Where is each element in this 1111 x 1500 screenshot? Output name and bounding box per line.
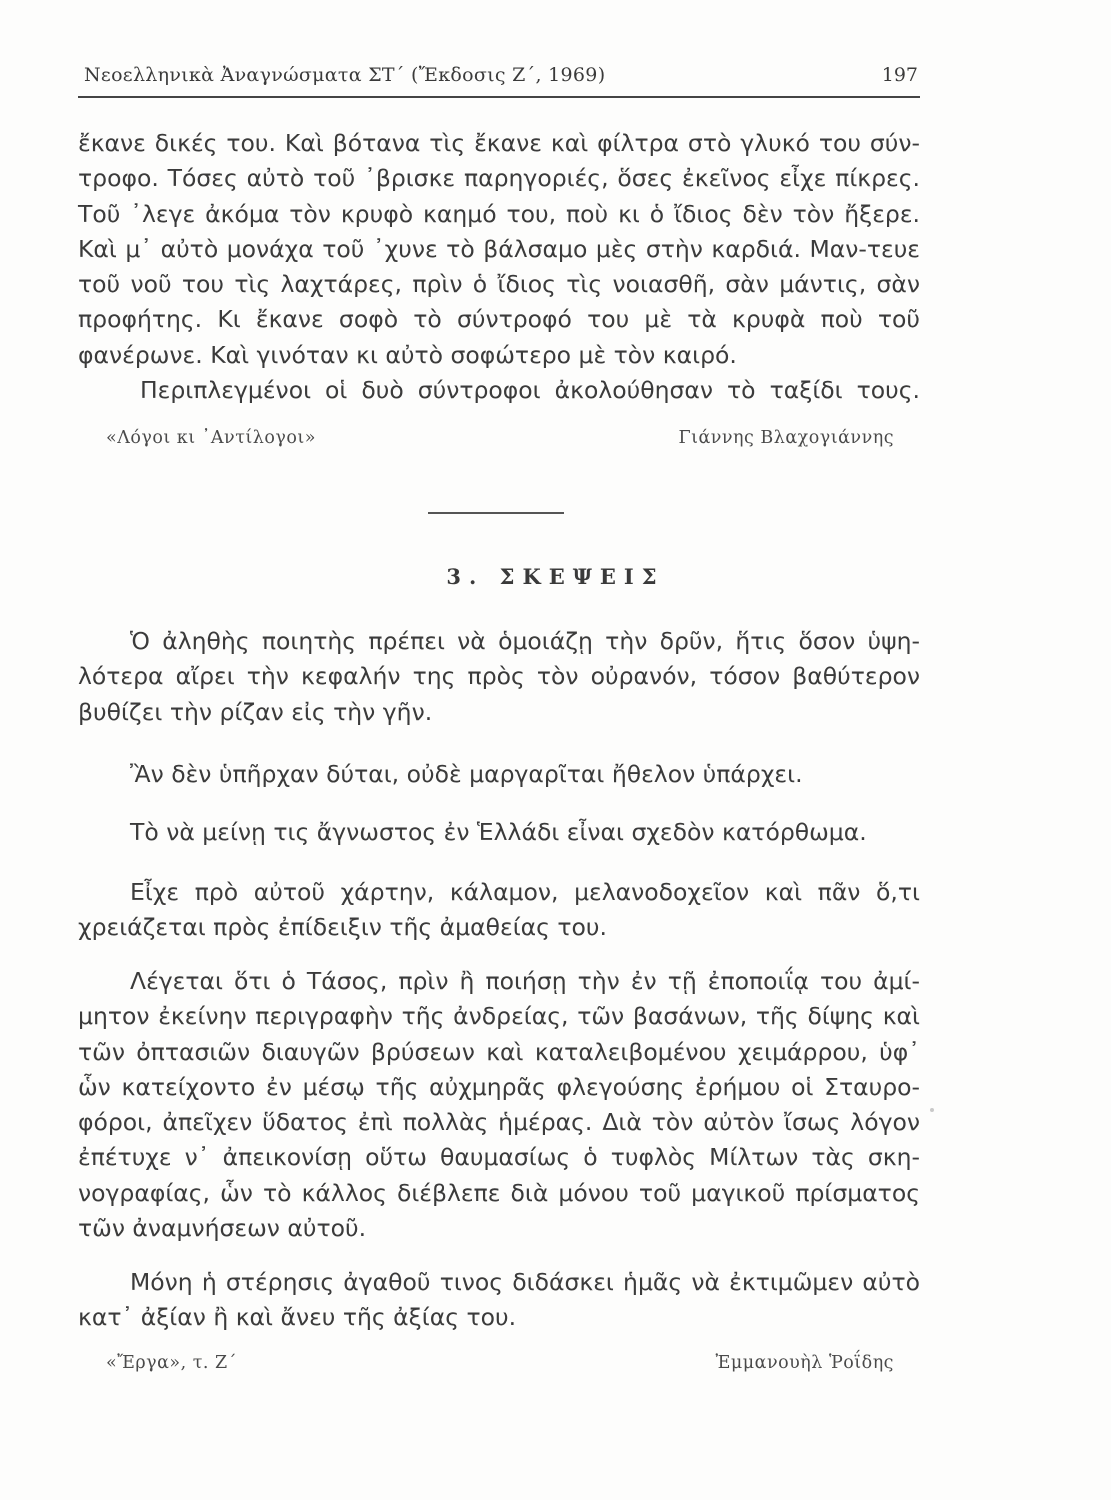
paper-speck	[930, 1108, 934, 1112]
thought-1	[78, 624, 920, 730]
header-rule	[78, 96, 920, 98]
page-number: 197	[881, 64, 918, 86]
running-header	[78, 60, 920, 100]
thought-text: Λέγεται ὅτι ὁ Τάσος, πρὶν ἢ ποιήσῃ τὴν ἐν τῇ ἐποποιΐᾳ του ἀμί-μητον ἐκείνην περιγραφὴν τῆς ἀνδρείας, τῶν βασάνων, τῆς δίψης καὶ τῶν ὀπτασιῶν διαυγῶν βρύσεων καὶ καταλειβομένου χειμάρρου, ὑφ᾽ ὧν κατείχοντο ἐν μέσῳ τῆς αὐχμηρᾶς φλεγούσης ἐρήμου οἱ Σταυρο-φόροι, ἀπεῖχεν ὕδατος ἐπὶ πολλὰς ἡμέρας. Διὰ τὸν αὐτὸν ἴσως λόγον ἐπέτυχε ν᾽ ἀπεικονίσῃ οὕτω θαυμασίως ὁ τυφλὸς Μίλτων τὰς σκη-νογραφίας, ὧν τὸ κάλλος διέβλεπε διὰ μόνου τοῦ μαγικοῦ πρίσματος τῶν ἀναμνήσεων αὐτοῦ.	[78, 967, 920, 1243]
author-name: Γιάννης Βλαχογιάννης	[678, 428, 894, 448]
excerpt-closing-line: Περιπλεγμένοι οἱ δυὸ σύντροφοι ἀκολούθησαν τὸ ταξίδι τους.	[140, 376, 920, 405]
thought-text: Μόνη ἡ στέρησις ἀγαθοῦ τινος διδάσκει ἡμᾶς νὰ ἐκτιμῶμεν αὐτὸ κατ᾽ ἀξίαν ἢ καὶ ἄνευ τῆς ἀξίας του.	[78, 1268, 920, 1332]
thought-6	[78, 1265, 920, 1336]
thought-text: Ἂν δὲν ὑπῆρχαν δύται, οὐδὲ μαργαρῖται ἤθελον ὑπάρχει.	[130, 760, 803, 788]
thought-5	[78, 964, 920, 1246]
section-divider	[428, 512, 564, 514]
thought-3	[78, 815, 920, 850]
excerpt-vlachogiannis	[78, 126, 920, 408]
author-name: Ἐμμανουὴλ Ῥοΐδης	[715, 1353, 894, 1373]
excerpt-paragraph: ἔκανε δικές του. Καὶ βότανα τὶς ἔκανε καὶ φίλτρα στὸ γλυκό του σύν-τροφο. Τόσες αὐτὸ τοῦ ᾽βρισκε παρηγοριές, ὅσες ἐκεῖνος εἶχε πίκρες. Τοῦ ᾽λεγε ἀκόμα τὸν κρυφὸ καημό του, ποὺ κι ὁ ἴδιος δὲν τὸν ἤξερε. Καὶ μ᾽ αὐτὸ μονάχα τοῦ ᾽χυνε τὸ βάλσαμο μὲς στὴν καρδιά. Μαν-τευε τοῦ νοῦ του τὶς λαχτάρες, πρὶν ὁ ἴδιος τὶς νοιασθῆ, σὰν μάντις, σὰν προφήτης. Κι ἔκανε σοφὸ τὸ σύντροφό του μὲ τὰ κρυφὰ ποὺ τοῦ φανέρωνε. Καὶ γινόταν κι αὐτὸ σοφώτερο μὲ τὸν καιρό.	[78, 129, 920, 369]
source-title: «Ἔργα», τ. Ζ΄	[106, 1353, 237, 1373]
header-title: Νεοελληνικὰ Ἀναγνώσματα ΣΤ΄ (Ἔκδοσις Ζ΄, 1969)	[84, 64, 606, 86]
thought-text: Εἶχε πρὸ αὐτοῦ χάρτην, κάλαμον, μελανοδοχεῖον καὶ πᾶν ὅ,τι χρειάζεται πρὸς ἐπίδειξιν τῆς ἀμαθείας του.	[78, 878, 920, 942]
source-title: «Λόγοι κι ᾽Αντίλογοι»	[106, 428, 316, 448]
thought-4	[78, 875, 920, 946]
section-heading: 3. ΣΚΕΨΕΙΣ	[446, 564, 665, 589]
thought-2	[78, 757, 920, 792]
thought-text: Τὸ νὰ μείνῃ τις ἄγνωστος ἐν Ἑλλάδι εἶναι σχεδὸν κατόρθωμα.	[130, 818, 867, 846]
thought-text: Ὁ ἀληθὴς ποιητὴς πρέπει νὰ ὁμοιάζῃ τὴν δρῦν, ἥτις ὅσον ὑψη-λότερα αἴρει τὴν κεφαλήν της πρὸς τὸν οὐρανόν, τόσον βαθύτερον βυθίζει τὴν ρίζαν εἰς τὴν γῆν.	[78, 627, 920, 726]
